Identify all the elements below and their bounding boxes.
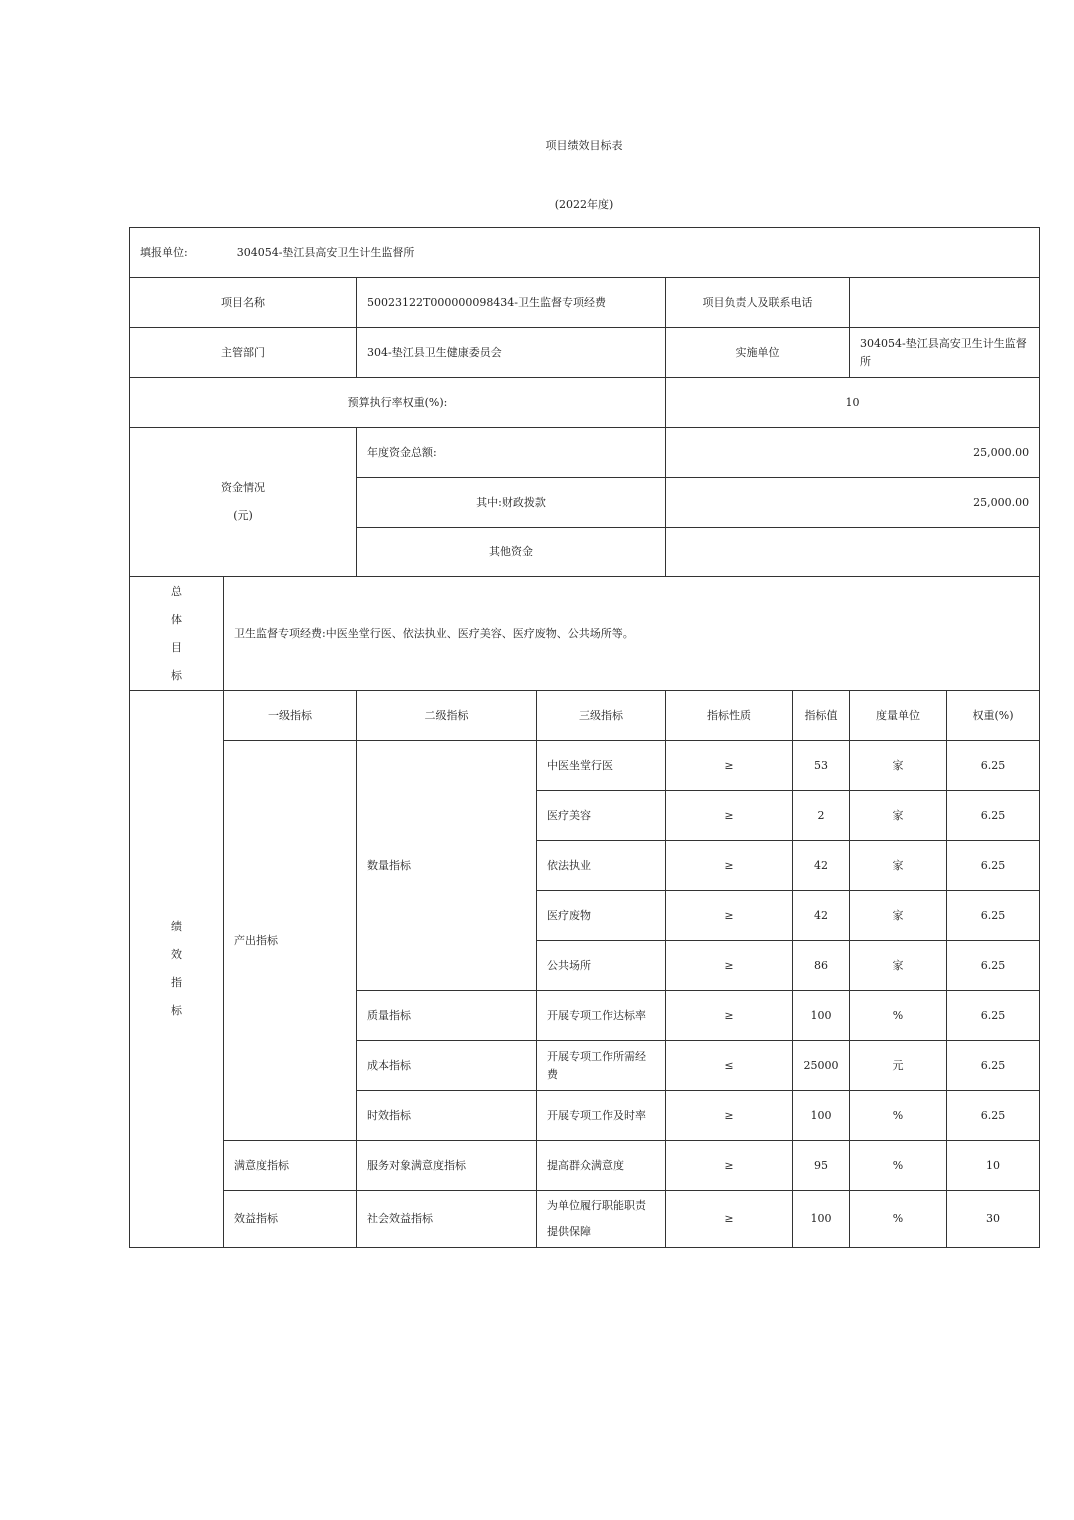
indicators-label-char: 标 (171, 1004, 182, 1017)
goal-label-char: 目 (171, 640, 182, 654)
indicator-value: 25000 (793, 1041, 850, 1091)
level2-quantity: 数量指标 (357, 741, 537, 991)
budget-weight-label: 预算执行率权重(%): (130, 378, 666, 428)
indicator-operator: ≥ (666, 1141, 793, 1191)
indicator-weight: 6.25 (947, 941, 1040, 991)
department-label: 主管部门 (130, 328, 357, 378)
level2-satisfaction: 服务对象满意度指标 (357, 1141, 537, 1191)
level3-indicator: 中医坐堂行医 (537, 741, 666, 791)
indicators-label (130, 691, 224, 1248)
indicator-weight: 6.25 (947, 891, 1040, 941)
indicator-weight: 6.25 (947, 991, 1040, 1041)
column-header: 权重(%) (947, 691, 1040, 741)
indicator-weight: 6.25 (947, 1091, 1040, 1141)
indicator-operator: ≥ (666, 741, 793, 791)
indicator-unit: 元 (850, 1041, 947, 1091)
funds-label-line2: (元) (233, 509, 253, 522)
page-subtitle: (2022年度) (554, 198, 614, 211)
department-value: 304-垫江县卫生健康委员会 (357, 328, 666, 378)
overall-goal-label (130, 577, 224, 691)
indicator-value: 100 (793, 1091, 850, 1141)
indicator-unit: 家 (850, 841, 947, 891)
indicator-operator: ≥ (666, 891, 793, 941)
indicator-header-row (130, 691, 1040, 741)
level2-cost: 成本指标 (357, 1041, 537, 1091)
table-row (130, 1141, 1040, 1191)
funds-fiscal-label: 其中:财政拨款 (357, 478, 666, 528)
column-header: 一级指标 (224, 691, 357, 741)
indicator-value: 95 (793, 1141, 850, 1191)
level1-benefit: 效益指标 (224, 1191, 357, 1248)
funds-label (130, 428, 357, 577)
funds-label-line1: 资金情况 (221, 481, 265, 494)
column-header: 指标值 (793, 691, 850, 741)
goal-label-char: 标 (171, 668, 182, 682)
column-header: 三级指标 (537, 691, 666, 741)
indicators-label-char: 指 (171, 976, 182, 989)
level3-indicator: 提高群众满意度 (537, 1141, 666, 1191)
level3-indicator: 开展专项工作所需经费 (537, 1041, 666, 1091)
funds-total-row (130, 428, 1040, 478)
column-header: 度量单位 (850, 691, 947, 741)
indicator-weight: 6.25 (947, 841, 1040, 891)
level3-indicator: 医疗废物 (537, 891, 666, 941)
indicator-unit: % (850, 991, 947, 1041)
contact-value (850, 278, 1040, 328)
indicator-value: 2 (793, 791, 850, 841)
indicator-weight: 10 (947, 1141, 1040, 1191)
goal-label-char: 总 (171, 584, 182, 598)
indicator-value: 42 (793, 841, 850, 891)
implementing-unit-value: 304054-垫江县高安卫生计生监督所 (850, 328, 1040, 378)
fill-unit-label: 填报单位: (140, 245, 188, 259)
funds-other-label: 其他资金 (357, 528, 666, 577)
indicator-weight: 6.25 (947, 791, 1040, 841)
funds-fiscal-value: 25,000.00 (666, 478, 1040, 528)
indicator-unit: 家 (850, 741, 947, 791)
budget-weight-value: 10 (666, 378, 1040, 428)
indicator-operator: ≥ (666, 841, 793, 891)
level2-time: 时效指标 (357, 1091, 537, 1141)
budget-weight-row (130, 378, 1040, 428)
contact-label: 项目负责人及联系电话 (666, 278, 850, 328)
indicator-operator: ≥ (666, 1191, 793, 1248)
table-row (130, 741, 1040, 791)
funds-other-value (666, 528, 1040, 577)
indicator-unit: % (850, 1191, 947, 1248)
department-row (130, 328, 1040, 378)
level3-indicator: 为单位履行职能职责提供保障 (537, 1191, 666, 1248)
indicator-operator: ≥ (666, 1091, 793, 1141)
column-header: 指标性质 (666, 691, 793, 741)
goal-label-char: 体 (171, 612, 182, 626)
level3-indicator: 医疗美容 (537, 791, 666, 841)
implementing-unit-label: 实施单位 (666, 328, 850, 378)
indicator-value: 86 (793, 941, 850, 991)
level3-indicator: 开展专项工作及时率 (537, 1091, 666, 1141)
performance-table (129, 227, 1040, 1248)
overall-goal-row (130, 577, 1040, 691)
level2-benefit: 社会效益指标 (357, 1191, 537, 1248)
indicator-unit: % (850, 1141, 947, 1191)
level3-indicator: 依法执业 (537, 841, 666, 891)
indicator-unit: 家 (850, 941, 947, 991)
indicators-label-char: 绩 (171, 920, 182, 933)
indicator-value: 42 (793, 891, 850, 941)
indicator-unit: % (850, 1091, 947, 1141)
project-name-label: 项目名称 (130, 278, 357, 328)
fill-unit-row (130, 228, 1040, 278)
level1-output: 产出指标 (224, 741, 357, 1141)
level3-indicator: 开展专项工作达标率 (537, 991, 666, 1041)
funds-total-label: 年度资金总额: (357, 428, 666, 478)
funds-total-value: 25,000.00 (666, 428, 1040, 478)
indicator-value: 100 (793, 991, 850, 1041)
indicator-weight: 6.25 (947, 741, 1040, 791)
level1-satisfaction: 满意度指标 (224, 1141, 357, 1191)
indicator-operator: ≥ (666, 991, 793, 1041)
indicator-weight: 30 (947, 1191, 1040, 1248)
fill-unit-value: 304054-垫江县高安卫生计生监督所 (236, 245, 415, 259)
project-name-value: 50023122T000000098434-卫生监督专项经费 (357, 278, 666, 328)
indicator-operator: ≥ (666, 941, 793, 991)
overall-goal-text: 卫生监督专项经费:中医坐堂行医、依法执业、医疗美容、医疗废物、公共场所等。 (224, 577, 1040, 691)
level2-quality: 质量指标 (357, 991, 537, 1041)
project-name-row (130, 278, 1040, 328)
column-header: 二级指标 (357, 691, 537, 741)
indicator-operator: ≤ (666, 1041, 793, 1091)
level3-indicator: 公共场所 (537, 941, 666, 991)
table-row (130, 1191, 1040, 1248)
indicator-unit: 家 (850, 891, 947, 941)
indicator-value: 100 (793, 1191, 850, 1248)
indicator-operator: ≥ (666, 791, 793, 841)
indicator-value: 53 (793, 741, 850, 791)
indicator-weight: 6.25 (947, 1041, 1040, 1091)
indicator-unit: 家 (850, 791, 947, 841)
page-title: 项目绩效目标表 (545, 139, 623, 152)
indicators-label-char: 效 (171, 948, 182, 961)
